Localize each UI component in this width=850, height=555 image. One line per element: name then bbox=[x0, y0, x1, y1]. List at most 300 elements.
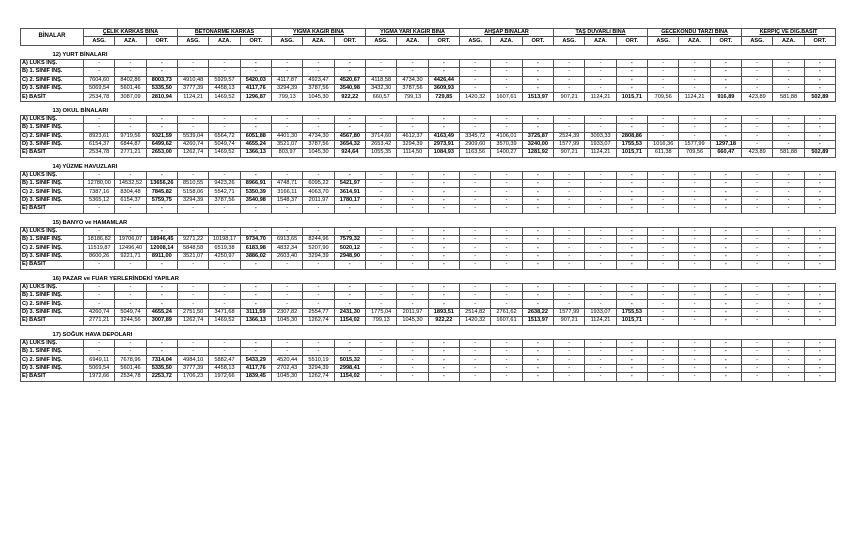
table-cell: 2011,97 bbox=[303, 196, 334, 204]
table-cell: 7387,16 bbox=[84, 188, 115, 196]
table-cell: - bbox=[616, 300, 647, 308]
table-cell: - bbox=[146, 261, 177, 269]
table-cell: - bbox=[616, 59, 647, 67]
table-cell: 5601,46 bbox=[115, 364, 146, 372]
table-cell: - bbox=[240, 300, 271, 308]
table-cell: - bbox=[209, 115, 240, 123]
table-cell: 2603,40 bbox=[272, 252, 303, 260]
table-cell: - bbox=[491, 244, 522, 252]
table-cell: 4655,24 bbox=[240, 140, 271, 148]
table-cell: 1045,30 bbox=[272, 317, 303, 325]
table-cell: - bbox=[773, 227, 804, 235]
table-cell: - bbox=[585, 373, 616, 381]
table-cell: 4734,30 bbox=[397, 76, 428, 84]
table-cell: - bbox=[491, 205, 522, 213]
table-cell: - bbox=[773, 347, 804, 355]
table-cell: - bbox=[616, 236, 647, 244]
table-cell: 803,97 bbox=[272, 149, 303, 157]
table-cell: - bbox=[585, 227, 616, 235]
table-cell: 1154,02 bbox=[334, 373, 365, 381]
table-cell: - bbox=[554, 364, 585, 372]
header-subcolumn: AZA. bbox=[491, 37, 522, 45]
table-cell: - bbox=[334, 261, 365, 269]
table-cell: 9423,26 bbox=[209, 180, 240, 188]
row-label: D) 3. SINIF İNŞ. bbox=[21, 364, 84, 372]
table-cell: - bbox=[679, 236, 710, 244]
table-cell: 5049,74 bbox=[209, 140, 240, 148]
row-label: D) 3. SINIF İNŞ. bbox=[21, 308, 84, 316]
table-cell: - bbox=[648, 356, 679, 364]
table-cell: - bbox=[742, 205, 773, 213]
table-cell: - bbox=[648, 115, 679, 123]
table-cell: - bbox=[209, 291, 240, 299]
table-cell: - bbox=[397, 339, 428, 347]
table-cell: - bbox=[554, 244, 585, 252]
table-cell: - bbox=[616, 244, 647, 252]
table-cell: - bbox=[460, 261, 491, 269]
table-cell: 423,89 bbox=[742, 93, 773, 101]
table-cell: - bbox=[334, 124, 365, 132]
table-cell: - bbox=[460, 59, 491, 67]
table-cell: - bbox=[773, 188, 804, 196]
table-cell: 5929,57 bbox=[209, 76, 240, 84]
table-cell: - bbox=[710, 59, 741, 67]
table-cell: - bbox=[773, 308, 804, 316]
header-group: ÇELİK KARKAS BİNA bbox=[84, 29, 178, 37]
table-cell: - bbox=[616, 180, 647, 188]
header-subcolumn: ASG. bbox=[366, 37, 397, 45]
table-cell: 3294,39 bbox=[303, 252, 334, 260]
table-cell: - bbox=[742, 59, 773, 67]
table-cell: - bbox=[648, 283, 679, 291]
table-cell: 1262,74 bbox=[178, 317, 209, 325]
table-cell: - bbox=[366, 124, 397, 132]
table-cell: 660,47 bbox=[710, 149, 741, 157]
header-group: TAŞ DUVARLI BİNA bbox=[554, 29, 648, 37]
table-row bbox=[21, 205, 836, 213]
table-cell: - bbox=[710, 300, 741, 308]
table-cell: 2771,21 bbox=[84, 317, 115, 325]
table-cell: 1045,30 bbox=[303, 93, 334, 101]
table-cell: - bbox=[84, 339, 115, 347]
section-title: 13) OKUL BİNALARI bbox=[52, 107, 109, 114]
table-cell: 924,64 bbox=[334, 149, 365, 157]
table-cell: - bbox=[397, 115, 428, 123]
table-cell: - bbox=[491, 171, 522, 179]
table-row bbox=[21, 68, 836, 76]
table-cell: - bbox=[804, 227, 835, 235]
table-cell: - bbox=[397, 356, 428, 364]
section-title-row bbox=[21, 45, 836, 59]
table-cell: - bbox=[240, 171, 271, 179]
table-cell: - bbox=[366, 196, 397, 204]
table-cell: - bbox=[616, 347, 647, 355]
table-cell: 13656,26 bbox=[146, 180, 177, 188]
table-cell: - bbox=[178, 261, 209, 269]
table-row bbox=[21, 347, 836, 355]
table-cell: 14532,52 bbox=[115, 180, 146, 188]
table-cell: 2653,42 bbox=[366, 140, 397, 148]
table-cell: 1015,71 bbox=[616, 149, 647, 157]
table-cell: - bbox=[460, 188, 491, 196]
table-cell: - bbox=[554, 291, 585, 299]
table-cell: - bbox=[178, 205, 209, 213]
table-cell: - bbox=[397, 227, 428, 235]
table-cell: 1015,71 bbox=[616, 93, 647, 101]
table-cell: 1755,53 bbox=[616, 140, 647, 148]
table-cell: - bbox=[366, 244, 397, 252]
table-cell: - bbox=[804, 205, 835, 213]
table-cell: - bbox=[115, 124, 146, 132]
table-cell: - bbox=[742, 124, 773, 132]
table-cell: - bbox=[460, 115, 491, 123]
table-cell: 3345,72 bbox=[460, 132, 491, 140]
table-cell: - bbox=[397, 59, 428, 67]
table-cell: 8966,91 bbox=[240, 180, 271, 188]
table-cell: - bbox=[491, 196, 522, 204]
table-cell: - bbox=[585, 356, 616, 364]
table-cell: - bbox=[679, 59, 710, 67]
table-cell: - bbox=[710, 205, 741, 213]
table-cell: 1015,71 bbox=[616, 317, 647, 325]
table-cell: 5420,03 bbox=[240, 76, 271, 84]
table-cell: - bbox=[209, 261, 240, 269]
table-cell: - bbox=[146, 68, 177, 76]
table-cell: - bbox=[585, 124, 616, 132]
table-cell: - bbox=[209, 347, 240, 355]
table-row bbox=[21, 140, 836, 148]
table-cell: - bbox=[460, 227, 491, 235]
row-label: C) 2. SINIF İNŞ. bbox=[21, 356, 84, 364]
table-cell: - bbox=[334, 205, 365, 213]
table-cell: - bbox=[710, 291, 741, 299]
table-cell: 5015,32 bbox=[334, 356, 365, 364]
table-cell: 4426,44 bbox=[428, 76, 459, 84]
table-cell: - bbox=[773, 291, 804, 299]
table-cell: - bbox=[679, 188, 710, 196]
table-cell: 4923,47 bbox=[303, 76, 334, 84]
table-cell: 5069,54 bbox=[84, 364, 115, 372]
table-cell: 3787,56 bbox=[397, 84, 428, 92]
table-cell: - bbox=[679, 205, 710, 213]
table-cell: - bbox=[616, 188, 647, 196]
table-cell: - bbox=[679, 180, 710, 188]
header-subcolumn: ASG. bbox=[648, 37, 679, 45]
table-cell: - bbox=[334, 347, 365, 355]
table-cell: 2514,82 bbox=[460, 308, 491, 316]
table-cell: - bbox=[742, 132, 773, 140]
table-cell: - bbox=[585, 347, 616, 355]
table-cell: - bbox=[554, 115, 585, 123]
table-cell: 3294,39 bbox=[272, 84, 303, 92]
table-cell: - bbox=[585, 236, 616, 244]
section-title-row bbox=[21, 213, 836, 227]
table-cell: - bbox=[115, 347, 146, 355]
table-cell: 1163,56 bbox=[460, 149, 491, 157]
table-cell: 7678,96 bbox=[115, 356, 146, 364]
row-label: B) 1. SINIF İNŞ. bbox=[21, 347, 84, 355]
table-cell: - bbox=[679, 171, 710, 179]
row-label: D) 3. SINIF İNŞ. bbox=[21, 196, 84, 204]
table-cell: - bbox=[679, 300, 710, 308]
table-cell: - bbox=[272, 261, 303, 269]
section-title: 17) SOĞUK HAVA DEPOLARI bbox=[52, 331, 133, 338]
table-cell: 2534,78 bbox=[115, 373, 146, 381]
row-label: B) 1. SINIF İNŞ. bbox=[21, 124, 84, 132]
table-cell: - bbox=[804, 132, 835, 140]
table-cell: 12008,14 bbox=[146, 244, 177, 252]
table-cell: - bbox=[397, 244, 428, 252]
table-cell: - bbox=[585, 339, 616, 347]
table-cell: - bbox=[460, 68, 491, 76]
table-cell: - bbox=[522, 356, 553, 364]
table-cell: - bbox=[491, 227, 522, 235]
table-cell: 3111,59 bbox=[240, 308, 271, 316]
table-cell: - bbox=[522, 227, 553, 235]
table-cell: - bbox=[209, 283, 240, 291]
table-cell: - bbox=[146, 227, 177, 235]
header-subcolumn: ASG. bbox=[84, 37, 115, 45]
table-cell: - bbox=[648, 171, 679, 179]
table-cell: - bbox=[648, 59, 679, 67]
table-cell: - bbox=[491, 180, 522, 188]
table-cell: - bbox=[522, 196, 553, 204]
table-cell: - bbox=[428, 244, 459, 252]
table-cell: 1933,07 bbox=[585, 140, 616, 148]
table-cell: 5421,97 bbox=[334, 180, 365, 188]
table-cell: 18186,82 bbox=[84, 236, 115, 244]
table-cell: 4748,71 bbox=[272, 180, 303, 188]
table-cell: - bbox=[742, 261, 773, 269]
table-cell: - bbox=[585, 252, 616, 260]
header-sub-row bbox=[21, 37, 836, 45]
table-cell: - bbox=[585, 300, 616, 308]
table-cell: - bbox=[84, 347, 115, 355]
table-row bbox=[21, 124, 836, 132]
table-cell: - bbox=[397, 347, 428, 355]
table-header bbox=[21, 29, 836, 46]
table-cell: - bbox=[240, 261, 271, 269]
table-cell: - bbox=[648, 364, 679, 372]
table-cell: - bbox=[84, 291, 115, 299]
table-cell: 2751,50 bbox=[178, 308, 209, 316]
table-cell: - bbox=[804, 283, 835, 291]
table-cell: - bbox=[710, 261, 741, 269]
table-cell: 4567,80 bbox=[334, 132, 365, 140]
table-cell: - bbox=[554, 188, 585, 196]
table-cell: - bbox=[334, 115, 365, 123]
table-cell: - bbox=[804, 115, 835, 123]
table-cell: - bbox=[178, 347, 209, 355]
header-subcolumn: AZA. bbox=[585, 37, 616, 45]
table-cell: - bbox=[303, 300, 334, 308]
table-cell: - bbox=[334, 68, 365, 76]
table-cell: - bbox=[303, 291, 334, 299]
table-row bbox=[21, 188, 836, 196]
table-cell: - bbox=[710, 76, 741, 84]
table-cell: - bbox=[397, 68, 428, 76]
table-cell: 1839,45 bbox=[240, 373, 271, 381]
table-cell: 3540,98 bbox=[334, 84, 365, 92]
table-cell: - bbox=[616, 196, 647, 204]
table-cell: - bbox=[585, 283, 616, 291]
table-cell: - bbox=[209, 227, 240, 235]
table-cell: 3787,56 bbox=[209, 196, 240, 204]
table-cell: - bbox=[710, 364, 741, 372]
table-cell: - bbox=[84, 205, 115, 213]
header-group: YIĞMA YARI KAGİR BİNA bbox=[366, 29, 460, 37]
table-cell: 9719,56 bbox=[115, 132, 146, 140]
table-cell: - bbox=[522, 115, 553, 123]
table-cell: - bbox=[146, 124, 177, 132]
header-group: KERPİÇ VE DİĞ.BASİT bbox=[742, 29, 836, 37]
table-cell: - bbox=[804, 124, 835, 132]
table-cell: - bbox=[366, 188, 397, 196]
table-cell: - bbox=[522, 300, 553, 308]
table-cell: - bbox=[679, 252, 710, 260]
table-cell: - bbox=[679, 317, 710, 325]
table-cell: - bbox=[554, 124, 585, 132]
table-cell: 6949,11 bbox=[84, 356, 115, 364]
table-cell: - bbox=[585, 205, 616, 213]
table-cell: - bbox=[428, 124, 459, 132]
row-label: E) BASİT bbox=[21, 373, 84, 381]
table-cell: 10198,17 bbox=[209, 236, 240, 244]
table-cell: - bbox=[522, 283, 553, 291]
table-cell: 2761,62 bbox=[491, 308, 522, 316]
table-cell: - bbox=[616, 364, 647, 372]
table-cell: 3521,07 bbox=[178, 252, 209, 260]
table-cell: - bbox=[648, 317, 679, 325]
table-cell: - bbox=[554, 171, 585, 179]
table-cell: 1124,21 bbox=[585, 93, 616, 101]
table-cell: 5335,50 bbox=[146, 364, 177, 372]
table-cell: 5433,29 bbox=[240, 356, 271, 364]
table-cell: 3714,60 bbox=[366, 132, 397, 140]
table-cell: - bbox=[460, 236, 491, 244]
table-cell: - bbox=[554, 227, 585, 235]
table-cell: 5365,12 bbox=[84, 196, 115, 204]
table-cell: - bbox=[554, 76, 585, 84]
table-cell: 907,21 bbox=[554, 149, 585, 157]
building-cost-table bbox=[20, 28, 836, 382]
table-cell: - bbox=[491, 124, 522, 132]
row-label: A) LÜKS İNŞ. bbox=[21, 171, 84, 179]
table-row bbox=[21, 180, 836, 188]
table-cell: - bbox=[710, 317, 741, 325]
table-cell: 5542,71 bbox=[209, 188, 240, 196]
table-cell: 6154,37 bbox=[84, 140, 115, 148]
table-cell: - bbox=[460, 356, 491, 364]
header-group-row bbox=[21, 29, 836, 37]
table-cell: 4520,44 bbox=[272, 356, 303, 364]
table-cell: - bbox=[84, 68, 115, 76]
table-cell: 4655,24 bbox=[146, 308, 177, 316]
table-cell: - bbox=[146, 115, 177, 123]
header-subcolumn: ASG. bbox=[460, 37, 491, 45]
table-cell: - bbox=[209, 124, 240, 132]
table-cell: 3294,39 bbox=[303, 364, 334, 372]
table-cell: - bbox=[272, 59, 303, 67]
table-cell: 19706,07 bbox=[115, 236, 146, 244]
table-cell: - bbox=[240, 205, 271, 213]
table-cell: - bbox=[710, 115, 741, 123]
table-cell: - bbox=[773, 171, 804, 179]
table-cell: 922,22 bbox=[334, 93, 365, 101]
section-title-row bbox=[21, 157, 836, 171]
table-cell: - bbox=[240, 124, 271, 132]
table-cell: 2909,60 bbox=[460, 140, 491, 148]
table-cell: - bbox=[773, 236, 804, 244]
table-cell: - bbox=[115, 291, 146, 299]
table-cell: 1607,61 bbox=[491, 93, 522, 101]
table-cell: - bbox=[710, 339, 741, 347]
table-cell: - bbox=[773, 252, 804, 260]
table-cell: - bbox=[804, 308, 835, 316]
table-cell: 2948,90 bbox=[334, 252, 365, 260]
header-subcolumn: ASG. bbox=[742, 37, 773, 45]
table-cell: 581,88 bbox=[773, 93, 804, 101]
row-label: A) LÜKS İNŞ. bbox=[21, 283, 84, 291]
table-cell: - bbox=[585, 196, 616, 204]
table-cell: - bbox=[585, 59, 616, 67]
table-cell: - bbox=[804, 171, 835, 179]
table-cell: - bbox=[397, 291, 428, 299]
table-cell: - bbox=[209, 59, 240, 67]
table-cell: - bbox=[679, 76, 710, 84]
table-cell: - bbox=[616, 115, 647, 123]
table-cell: - bbox=[679, 364, 710, 372]
table-row bbox=[21, 261, 836, 269]
table-cell: - bbox=[178, 291, 209, 299]
table-cell: - bbox=[710, 308, 741, 316]
table-cell: 1114,50 bbox=[397, 149, 428, 157]
table-cell: - bbox=[648, 68, 679, 76]
table-cell: - bbox=[710, 68, 741, 76]
table-cell: 5759,75 bbox=[146, 196, 177, 204]
table-cell: - bbox=[428, 252, 459, 260]
table-cell: 5020,12 bbox=[334, 244, 365, 252]
table-cell: - bbox=[397, 236, 428, 244]
table-cell: - bbox=[366, 339, 397, 347]
row-label: D) 3. SINIF İNŞ. bbox=[21, 140, 84, 148]
table-cell: - bbox=[178, 171, 209, 179]
table-cell: 3294,39 bbox=[397, 140, 428, 148]
table-cell: 4984,10 bbox=[178, 356, 209, 364]
table-cell: 2253,72 bbox=[146, 373, 177, 381]
table-cell: - bbox=[616, 124, 647, 132]
row-label: E) BASİT bbox=[21, 205, 84, 213]
table-cell: - bbox=[679, 227, 710, 235]
table-cell: 3787,56 bbox=[303, 140, 334, 148]
table-cell: - bbox=[146, 300, 177, 308]
table-cell: 907,21 bbox=[554, 317, 585, 325]
table-cell: - bbox=[146, 59, 177, 67]
table-cell: - bbox=[773, 68, 804, 76]
table-row bbox=[21, 317, 836, 325]
table-cell: 1513,97 bbox=[522, 93, 553, 101]
table-cell: - bbox=[366, 236, 397, 244]
table-cell: - bbox=[742, 76, 773, 84]
table-cell: - bbox=[804, 188, 835, 196]
table-cell: 1469,52 bbox=[209, 149, 240, 157]
table-cell: - bbox=[585, 261, 616, 269]
table-row bbox=[21, 76, 836, 84]
table-cell: 709,56 bbox=[648, 93, 679, 101]
table-cell: - bbox=[742, 196, 773, 204]
table-cell: - bbox=[115, 205, 146, 213]
table-cell: 1124,21 bbox=[178, 93, 209, 101]
